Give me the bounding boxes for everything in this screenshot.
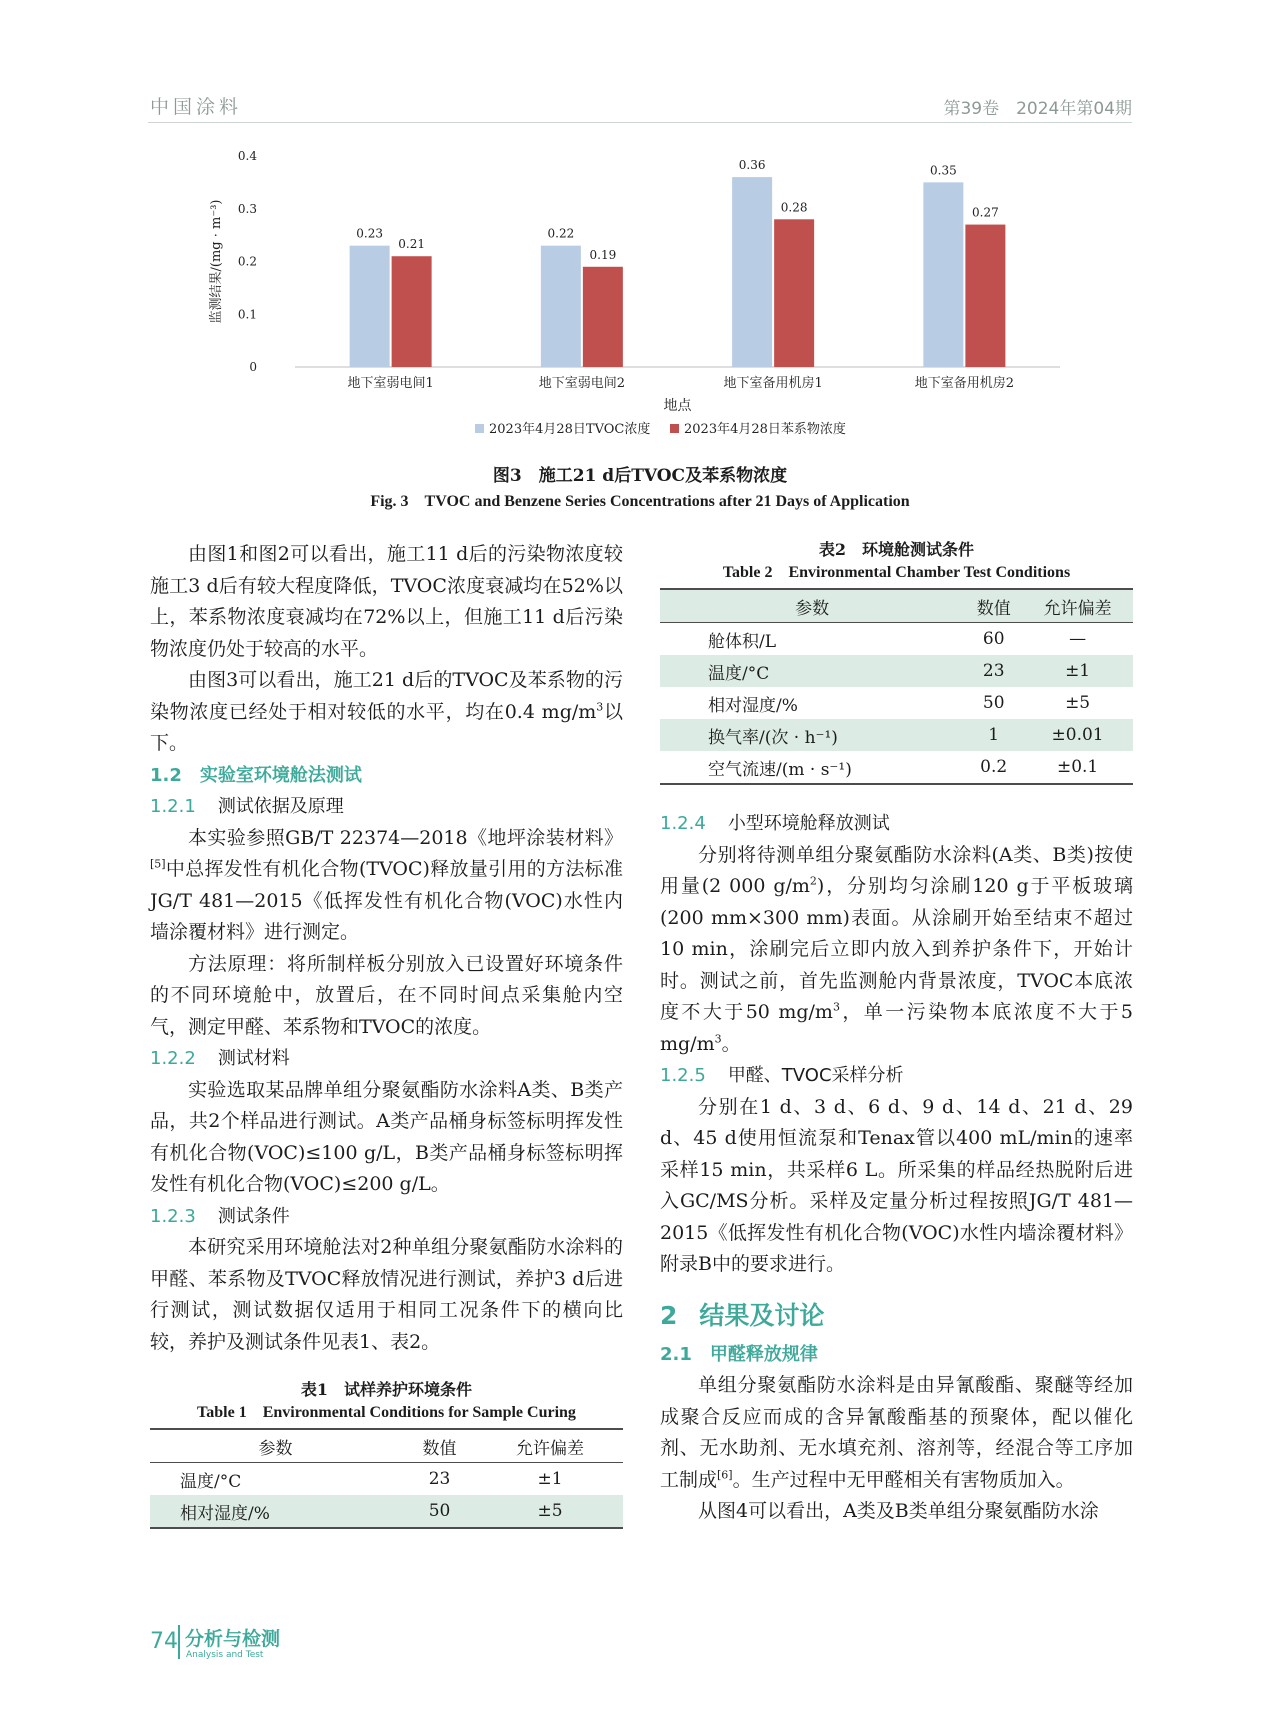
legend-label: 2023年4月28日TVOC浓度 — [489, 422, 651, 437]
journal-name: 中国涂料 — [150, 96, 243, 118]
paragraph: 分别在1 d、3 d、6 d、9 d、14 d、21 d、29 d、45 d使用恒流泵和Tenax管以400 mL/min的速率采样15 min，共采样6 L。所采集的样品经热脱附后进入GC/MS分析。采样及定量分析过程按照JG/T 481—2015《低挥发性有机化合物(VOC)水性内墙涂覆材料》附录B中的要求进行。 — [660, 1095, 1133, 1275]
bar-tvoc — [541, 246, 581, 367]
paragraph: 由图1和图2可以看出，施工11 d后的污染物浓度较施工3 d后有较大程度降低，TVOC浓度衰减均在52%以上，苯系物浓度衰减均在72%以上，但施工11 d后污染物浓度仍处于较高的水平。 — [150, 543, 623, 660]
table-header: 数值 — [965, 589, 1022, 623]
figure-caption-cn: 图3 施工21 d后TVOC及苯系物浓度 — [492, 466, 788, 486]
y-tick-label: 0.3 — [237, 201, 257, 216]
bar-tvoc — [732, 177, 772, 367]
y-tick-label: 0.4 — [237, 149, 257, 163]
bar-tvoc — [350, 246, 390, 367]
y-tick-label: 0 — [249, 360, 257, 374]
table-cell: 23 — [428, 1469, 451, 1489]
table-cell: ±1 — [1022, 655, 1133, 687]
data-label: 0.23 — [356, 226, 383, 241]
table-row — [660, 655, 1133, 687]
table-cell: 温度/°C — [660, 655, 965, 687]
table-row — [660, 623, 1133, 656]
paragraph: 分别将待测单组分聚氨酯防水涂料(A类、B类)按使用量(2 000 $g/m^2$)，分别均匀涂刷120 g于平板玻璃(200 mm×300 mm)表面。从涂刷开始至结束不超过10 min，涂刷完后立即内放入到养护条件下，开始计时。测试之前，首先监测舱内背景浓度，TVOC本底浓度不大于50 $mg/m^3$，单一污染物本底浓度不大于5 $mg/m^3$。 — [660, 843, 1133, 1055]
right-column — [660, 808, 1133, 1528]
table-cell: 60 — [982, 629, 1005, 649]
table-caption-en: Table 2 Environmental Chamber Test Conditions — [722, 564, 1071, 581]
table-cell: 相对湿度/% — [150, 1495, 402, 1528]
legend-swatch — [670, 424, 679, 433]
data-label: 0.28 — [780, 200, 808, 215]
paragraph: 从图4可以看出，A类及B类单组分聚氨酯防水涂 — [698, 1500, 1099, 1522]
bar-benzene — [583, 267, 623, 367]
figure3-bar-chart — [200, 140, 1080, 440]
table-caption-cn: 表2 环境舱测试条件 — [818, 540, 975, 559]
table-row — [660, 751, 1133, 784]
bar-benzene — [392, 256, 432, 367]
x-axis-label: 地点 — [663, 398, 692, 414]
table-cell: 空气流速/(m · s⁻¹) — [660, 751, 965, 784]
section-name-cn: 分析与检测 — [185, 1628, 281, 1650]
paragraph: 实验选取某品牌单组分聚氨酯防水涂料A类、B类产品，共2个样品进行测试。A类产品桶身标签标明挥发性有机化合物(VOC)≤100 g/L，B类产品桶身标签标明挥发性有机化合物(VOC)≤200 g/L。 — [150, 1078, 623, 1195]
section-heading-1-2-3: 1.2.3 测试条件 — [150, 1205, 290, 1227]
table-row — [660, 719, 1133, 751]
page-number: 74 — [150, 1629, 178, 1654]
table-cell: 温度/°C — [180, 1471, 242, 1492]
table-header: 参数 — [150, 1429, 402, 1463]
legend-label: 2023年4月28日苯系物浓度 — [684, 422, 846, 437]
table-2 — [660, 539, 1133, 785]
table-cell: ±0.01 — [1022, 719, 1133, 751]
table-caption-cn: 表1 试样养护环境条件 — [300, 1380, 473, 1399]
data-label: 0.22 — [547, 226, 575, 241]
y-tick-label: 0.2 — [237, 254, 257, 269]
x-tick-label: 地下室弱电间1 — [347, 376, 434, 391]
table-header: 参数 — [660, 589, 965, 623]
figure-caption-en: Fig. 3 TVOC and Benzene Series Concentrations after 21 Days of Application — [370, 493, 910, 510]
table-cell: 23 — [965, 655, 1022, 687]
x-tick-label: 地下室备用机房1 — [723, 376, 823, 391]
table-cell: ±5 — [1065, 693, 1091, 713]
table-row — [150, 1495, 623, 1528]
table-cell: ±1 — [537, 1469, 563, 1489]
data-label: 0.27 — [972, 205, 999, 220]
data-label: 0.19 — [589, 247, 617, 262]
paragraph: 本研究采用环境舱法对2种单组分聚氨酯防水涂料的甲醛、苯系物及TVOC释放情况进行测试，养护3 d后进行测试，测试数据仅适用于相同工况条件下的横向比较，养护及测试条件见表1、表2。 — [150, 1236, 623, 1353]
table-cell: ±5 — [477, 1495, 623, 1528]
paragraph: 由图3可以看出，施工21 d后的TVOC及苯系物的污染物浓度已经处于相对较低的水平，均在0.4 $mg/m^3$以下。 — [150, 669, 623, 754]
table-cell: 1 — [965, 719, 1022, 751]
section-heading-2: 2 结果及讨论 — [660, 1300, 825, 1330]
table-cell: 换气率/(次 · h⁻¹) — [660, 719, 965, 751]
section-heading-1-2-5: 1.2.5 甲醛、TVOC采样分析 — [660, 1065, 904, 1086]
data-label: 0.36 — [738, 158, 766, 173]
data-label: 0.35 — [930, 163, 957, 178]
table-cell: 50 — [982, 693, 1005, 713]
paragraph: 单组分聚氨酯防水涂料是由异氰酸酯、聚醚等经加成聚合反应而成的含异氰酸酯基的预聚体，配以催化剂、无水助剂、无水填充剂、溶剂等，经混合等工序加工制成[6]。生产过程中无甲醛相关有害物质加入。 — [660, 1374, 1133, 1491]
header-rule — [148, 122, 1132, 123]
x-tick-label: 地下室弱电间2 — [538, 376, 626, 391]
paragraph: 本实验参照GB/T 22374—2018《地坪涂装材料》[5]中总挥发性有机化合物(TVOC)释放量引用的方法标准JG/T 481—2015《低挥发性有机化合物(VOC)水性内墙涂覆材料》进行测定。 — [150, 826, 623, 943]
section-heading-1-2-1: 1.2.1 测试依据及原理 — [150, 796, 344, 817]
section-name-en: Analysis and Test — [186, 1650, 264, 1660]
table-cell: 相对湿度/% — [708, 695, 798, 716]
table-row — [150, 1463, 623, 1496]
table-cell: — — [1069, 629, 1087, 649]
left-column — [150, 539, 623, 1358]
y-axis-label: 监测结果/(mg · m⁻³) — [209, 199, 224, 324]
paragraph: 方法原理：将所制样板分别放入已设置好环境条件的不同环境舱中，放置后，在不同时间点采集舱内空气，测定甲醛、苯系物和TVOC的浓度。 — [150, 952, 623, 1038]
bar-benzene — [965, 225, 1005, 367]
section-heading-2-1: 2.1 甲醛释放规律 — [660, 1343, 818, 1365]
table-header: 允许偏差 — [1022, 589, 1133, 623]
footer-divider — [178, 1625, 180, 1659]
issue-info: 第39卷 2024年第04期 — [943, 99, 1132, 119]
table-cell: 0.2 — [965, 751, 1022, 784]
table-cell: 舱体积/L — [708, 631, 777, 652]
table-cell: ±0.1 — [1022, 751, 1133, 784]
table-row — [660, 687, 1133, 719]
table-header: 允许偏差 — [477, 1429, 623, 1463]
table-1 — [150, 1379, 623, 1529]
x-tick-label: 地下室备用机房2 — [914, 376, 1015, 391]
legend-swatch — [475, 424, 484, 433]
section-heading-1-2-2: 1.2.2 测试材料 — [150, 1048, 290, 1069]
table-header: 数值 — [402, 1429, 477, 1463]
table-caption-en: Table 1 Environmental Conditions for Sample Curing — [197, 1404, 576, 1421]
y-tick-label: 0.1 — [237, 307, 257, 322]
data-label: 0.21 — [398, 237, 425, 252]
table-cell: 50 — [402, 1495, 477, 1528]
section-heading-1-2: 1.2 实验室环境舱法测试 — [150, 764, 362, 786]
bar-tvoc — [923, 182, 963, 367]
bar-benzene — [774, 219, 814, 367]
section-heading-1-2-4: 1.2.4 小型环境舱释放测试 — [660, 813, 890, 834]
